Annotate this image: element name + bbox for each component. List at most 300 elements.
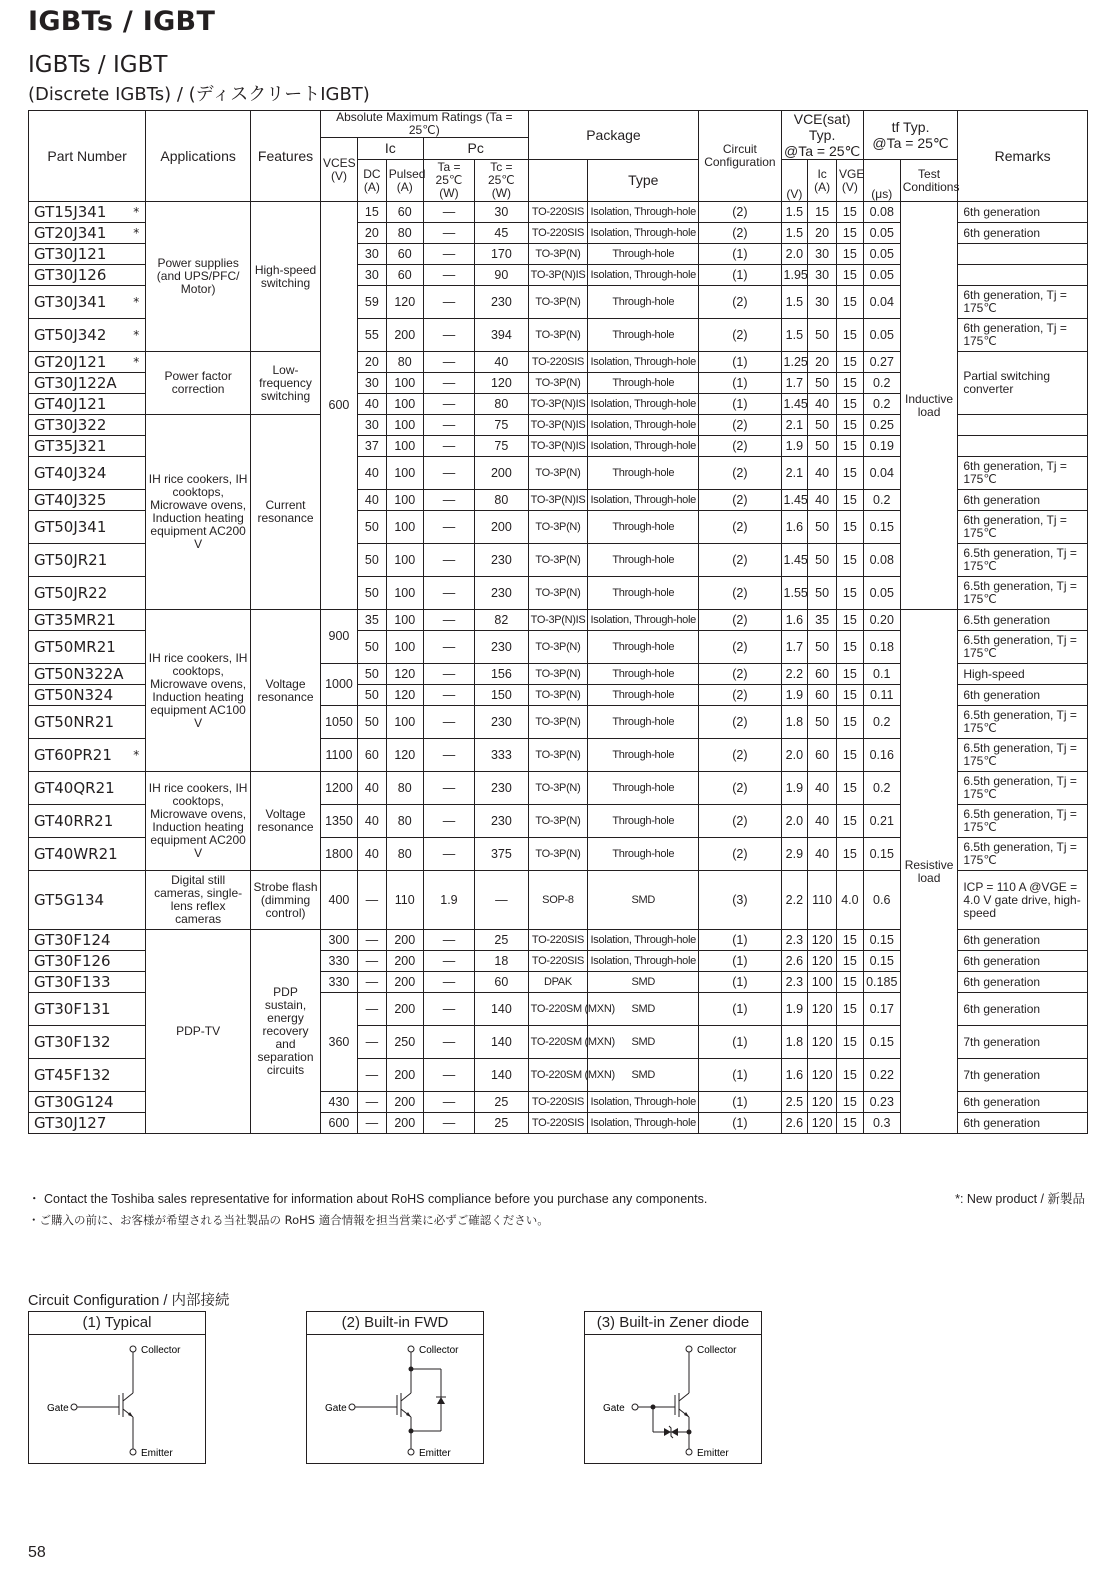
- vcesat-ic-cell: 40: [808, 838, 837, 871]
- vcesat-v-cell: 2.1: [781, 457, 808, 490]
- package-type-cell: Isolation, Through-hole: [588, 930, 699, 951]
- package-cell: TO-3P(N): [528, 319, 588, 352]
- tf-cell: 0.15: [863, 1026, 900, 1059]
- remarks-cell: 6.5th generation, Tj = 175℃: [958, 577, 1088, 610]
- ic-pulsed-cell: 80: [386, 838, 423, 871]
- remarks-cell: [958, 436, 1088, 457]
- part-number-text: GT30G124: [34, 1092, 114, 1111]
- ic-pulsed-cell: 200: [386, 319, 423, 352]
- pc-ta-cell: —: [423, 511, 474, 544]
- vcesat-v-cell: 1.6: [781, 1059, 808, 1092]
- pc-ta-cell: —: [423, 1113, 474, 1134]
- new-product-marker: *: [133, 294, 140, 309]
- ic-dc-cell: 30: [357, 265, 386, 286]
- part-number: [29, 244, 146, 265]
- vcesat-v-cell: 1.6: [781, 511, 808, 544]
- part-number-text: GT50J341: [34, 517, 107, 536]
- vcesat-vge-cell: 15: [837, 610, 864, 631]
- ic-pulsed-cell: 60: [386, 265, 423, 286]
- part-number: [29, 286, 146, 319]
- part-number-text: GT30J322: [34, 415, 107, 434]
- vcesat-vge-cell: 15: [837, 436, 864, 457]
- package-type-cell: Isolation, Through-hole: [588, 265, 699, 286]
- part-number: [29, 838, 146, 871]
- circuit-config-cell: (2): [699, 577, 781, 610]
- tf-cell: 0.17: [863, 993, 900, 1026]
- dc-unit: (A): [363, 179, 380, 194]
- vcesat-vge-cell: 15: [837, 972, 864, 993]
- tf-cell: 0.05: [863, 265, 900, 286]
- part-number: [29, 457, 146, 490]
- remarks-cell: High-speed: [958, 664, 1088, 685]
- tf-cell: 0.15: [863, 838, 900, 871]
- package-cell: TO-3P(N): [528, 685, 588, 706]
- vcesat-ic-cell: 35: [808, 610, 837, 631]
- remarks-cell: 6th generation: [958, 202, 1088, 223]
- vcesat-ic-cell: 50: [808, 373, 837, 394]
- vcesat-vge-cell: 15: [837, 631, 864, 664]
- tf-cell: 0.18: [863, 631, 900, 664]
- vcesat-ic-cell: 50: [808, 319, 837, 352]
- circuit-config-cell: (1): [699, 972, 781, 993]
- part-number-text: GT45F132: [34, 1065, 111, 1084]
- pc-tc-cell: 230: [475, 805, 528, 838]
- tf-cell: 0.11: [863, 685, 900, 706]
- ic2-label: Ic: [817, 166, 827, 181]
- applications-cell: IH rice cookers, IH cooktops, Microwave ovens, Induction heating equipment AC200 V: [146, 415, 251, 610]
- package-type-cell: Through-hole: [588, 664, 699, 685]
- col-applications: Applications: [146, 111, 251, 202]
- pc-ta-cell: —: [423, 838, 474, 871]
- part-number: [29, 436, 146, 457]
- package-cell: TO-220SIS: [528, 951, 588, 972]
- vcesat-vge-cell: 15: [837, 685, 864, 706]
- package-type-cell: Isolation, Through-hole: [588, 951, 699, 972]
- vces-cell: 300: [320, 930, 357, 951]
- page-title: IGBTs / IGBT: [28, 6, 216, 37]
- vcesat-ic-cell: 120: [808, 1059, 837, 1092]
- ic-dc-cell: 37: [357, 436, 386, 457]
- diagram-caption: (3) Built-in Zener diode: [585, 1312, 761, 1335]
- vcesat-vge-cell: 15: [837, 664, 864, 685]
- pc-tc-cell: 333: [475, 739, 528, 772]
- ic-dc-cell: 40: [357, 772, 386, 805]
- vcesat-v-cell: 1.5: [781, 202, 808, 223]
- new-product-marker: *: [133, 354, 140, 369]
- col-dc: [357, 160, 386, 202]
- package-cell: TO-3P(N): [528, 706, 588, 739]
- vcesat-ic-cell: 50: [808, 631, 837, 664]
- circuit-config-cell: (2): [699, 511, 781, 544]
- package-cell: TO-3P(N): [528, 739, 588, 772]
- vcesat-v-cell: 1.55: [781, 577, 808, 610]
- pc-tc-cell: 170: [475, 244, 528, 265]
- pc-tc-cell: 140: [475, 1059, 528, 1092]
- circuit-diagram-zener: [584, 1311, 762, 1464]
- ic-dc-cell: 40: [357, 490, 386, 511]
- pc-tc-cell: 140: [475, 993, 528, 1026]
- vces-cell: 600: [320, 1113, 357, 1134]
- section-subtitle: (Discrete IGBTs) / (ディスクリートIGBT): [28, 84, 370, 105]
- ic-dc-cell: —: [357, 993, 386, 1026]
- vcesat-vge-cell: 15: [837, 490, 864, 511]
- tf-cell: 0.05: [863, 223, 900, 244]
- package-type-cell: Through-hole: [588, 739, 699, 772]
- vcesat-v-cell: 1.5: [781, 319, 808, 352]
- part-number: [29, 805, 146, 838]
- tf-cell: 0.20: [863, 610, 900, 631]
- col-package-blank: [528, 160, 588, 202]
- remarks-cell: [958, 265, 1088, 286]
- features-cell: High-speed switching: [251, 202, 321, 352]
- vcesat-v-cell: 2.9: [781, 838, 808, 871]
- vcesat-vge-cell: 15: [837, 352, 864, 373]
- pc-tc-cell: 75: [475, 436, 528, 457]
- package-cell: SOP-8: [528, 871, 588, 930]
- diagram-caption: (2) Built-in FWD: [307, 1312, 483, 1335]
- tf-cell: 0.2: [863, 373, 900, 394]
- features-cell: Current resonance: [251, 415, 321, 610]
- pc-ta-cell: —: [423, 1092, 474, 1113]
- features-cell: Low-frequency switching: [251, 352, 321, 415]
- pc-ta-cell: —: [423, 610, 474, 631]
- package-type-cell: Through-hole: [588, 805, 699, 838]
- part-number-text: GT30F131: [34, 999, 111, 1018]
- features-cell: Strobe flash (dimming control): [251, 871, 321, 930]
- tf-cell: 0.15: [863, 511, 900, 544]
- vcesat-ic-cell: 120: [808, 993, 837, 1026]
- ic-dc-cell: 30: [357, 415, 386, 436]
- package-cell: TO-220SM (MXN): [528, 1026, 588, 1059]
- vcesat-v-cell: 1.95: [781, 265, 808, 286]
- pc-ta-cell: —: [423, 544, 474, 577]
- ic-dc-cell: 50: [357, 664, 386, 685]
- circuit-config-cell: (1): [699, 373, 781, 394]
- part-number: [29, 706, 146, 739]
- package-type-cell: Isolation, Through-hole: [588, 415, 699, 436]
- vces-cell: 1350: [320, 805, 357, 838]
- tf-cell: 0.27: [863, 352, 900, 373]
- package-type-cell: SMD: [588, 993, 699, 1026]
- col-package: Package: [528, 111, 699, 160]
- remarks-cell: 7th generation: [958, 1026, 1088, 1059]
- pc-tc-cell: 25: [475, 930, 528, 951]
- package-cell: TO-3P(N): [528, 631, 588, 664]
- tf-cell: 0.3: [863, 1113, 900, 1134]
- package-cell: TO-220SIS: [528, 1092, 588, 1113]
- circuit-diagram-typical: [28, 1311, 206, 1464]
- ic-pulsed-cell: 100: [386, 490, 423, 511]
- tf-cell: 0.2: [863, 772, 900, 805]
- applications-cell: PDP-TV: [146, 930, 251, 1134]
- vcesat-ic-cell: 20: [808, 352, 837, 373]
- vcesat-ic-cell: 110: [808, 871, 837, 930]
- remarks-cell: ICP = 110 A @VGE = 4.0 V gate drive, high-speed: [958, 871, 1088, 930]
- vcesat-ic-cell: 120: [808, 1113, 837, 1134]
- vcesat-v-cell: 1.6: [781, 610, 808, 631]
- ic-dc-cell: —: [357, 1092, 386, 1113]
- ic-dc-cell: 20: [357, 223, 386, 244]
- tf-cell: 0.16: [863, 739, 900, 772]
- ic-dc-cell: —: [357, 1059, 386, 1092]
- circuit-config-cell: (2): [699, 631, 781, 664]
- package-type-cell: SMD: [588, 1026, 699, 1059]
- collector-label: Collector: [141, 1345, 181, 1356]
- col-tc: [475, 160, 528, 202]
- pc-ta-cell: —: [423, 490, 474, 511]
- col-test: Test Conditions: [900, 160, 958, 202]
- part-number: [29, 1059, 146, 1092]
- new-product-marker: *: [133, 204, 140, 219]
- part-number: [29, 223, 146, 244]
- part-number: [29, 930, 146, 951]
- tf-cell: 0.05: [863, 577, 900, 610]
- ic-dc-cell: —: [357, 972, 386, 993]
- tf-cell: 0.08: [863, 202, 900, 223]
- part-number: [29, 739, 146, 772]
- ic-dc-cell: 35: [357, 610, 386, 631]
- pc-ta-cell: 1.9: [423, 871, 474, 930]
- package-type-cell: Through-hole: [588, 319, 699, 352]
- circuit-config-cell: (2): [699, 202, 781, 223]
- vcesat-vge-cell: 15: [837, 951, 864, 972]
- circuit-config-cell: (2): [699, 805, 781, 838]
- pc-ta-cell: —: [423, 972, 474, 993]
- tf-cell: 0.05: [863, 319, 900, 352]
- package-type-cell: Isolation, Through-hole: [588, 202, 699, 223]
- pulsed-label: Pulsed: [388, 166, 426, 181]
- pulsed-unit: (A): [396, 179, 413, 194]
- vcesat-vge-cell: 15: [837, 993, 864, 1026]
- page-number: 58: [28, 1544, 46, 1561]
- package-type-cell: Through-hole: [588, 631, 699, 664]
- ic-dc-cell: 50: [357, 706, 386, 739]
- part-number: [29, 972, 146, 993]
- part-number-text: GT40WR21: [34, 844, 118, 863]
- gate-label: Gate: [603, 1403, 625, 1414]
- vcesat-v-cell: 2.0: [781, 244, 808, 265]
- ic-pulsed-cell: 120: [386, 739, 423, 772]
- col-ic: Ic: [357, 138, 423, 160]
- vcesat-v-cell: 1.7: [781, 373, 808, 394]
- ic-dc-cell: 55: [357, 319, 386, 352]
- test-conditions-cell: Inductive load: [900, 202, 958, 610]
- package-cell: TO-220SIS: [528, 223, 588, 244]
- pc-ta-cell: —: [423, 223, 474, 244]
- vcesat-ic-cell: 30: [808, 265, 837, 286]
- tf-cond: @Ta = 25℃: [872, 135, 949, 151]
- part-number-text: GT50MR21: [34, 637, 116, 656]
- pc-ta-cell: —: [423, 706, 474, 739]
- col-vcesat: [781, 111, 863, 160]
- part-number: [29, 772, 146, 805]
- vcesat-v-cell: 1.7: [781, 631, 808, 664]
- circuit-config-cell: (1): [699, 1113, 781, 1134]
- circuit-config-cell: (1): [699, 993, 781, 1026]
- remarks-cell: 6th generation: [958, 972, 1088, 993]
- ic-pulsed-cell: 100: [386, 610, 423, 631]
- tf-label: tf Typ.: [891, 119, 930, 135]
- circuit-config-cell: (2): [699, 436, 781, 457]
- applications-cell: IH rice cookers, IH cooktops, Microwave ovens, Induction heating equipment AC100 V: [146, 610, 251, 772]
- circuit-config-cell: (1): [699, 394, 781, 415]
- package-type-cell: Isolation, Through-hole: [588, 610, 699, 631]
- vces-cell: 1050: [320, 706, 357, 739]
- part-number-text: GT50JR21: [34, 550, 108, 569]
- vcesat-ic-cell: 40: [808, 457, 837, 490]
- col-features: Features: [251, 111, 321, 202]
- package-type-cell: Through-hole: [588, 577, 699, 610]
- vcesat-v-cell: 2.6: [781, 1113, 808, 1134]
- table-row: [29, 610, 1088, 631]
- col-ta: [423, 160, 474, 202]
- part-number: [29, 511, 146, 544]
- part-number-text: GT20J341: [34, 223, 107, 242]
- ic-pulsed-cell: 100: [386, 631, 423, 664]
- vcesat-v-cell: 1.5: [781, 223, 808, 244]
- ic-dc-cell: —: [357, 871, 386, 930]
- tc-unit: 25℃ (W): [487, 173, 515, 200]
- circuit-config-cell: (2): [699, 415, 781, 436]
- part-number: [29, 1026, 146, 1059]
- vcesat-v-cell: 2.3: [781, 972, 808, 993]
- pc-tc-cell: 230: [475, 631, 528, 664]
- vcesat-vge-cell: 15: [837, 319, 864, 352]
- part-number: [29, 415, 146, 436]
- package-cell: TO-3P(N): [528, 805, 588, 838]
- part-number: [29, 1092, 146, 1113]
- ic-pulsed-cell: 120: [386, 286, 423, 319]
- pc-tc-cell: 140: [475, 1026, 528, 1059]
- remarks-cell: 6th generation: [958, 685, 1088, 706]
- ic-pulsed-cell: 80: [386, 805, 423, 838]
- package-type-cell: SMD: [588, 871, 699, 930]
- vcesat-v-cell: 1.25: [781, 352, 808, 373]
- dc-label: DC: [363, 166, 381, 181]
- ic-pulsed-cell: 200: [386, 1059, 423, 1092]
- package-cell: TO-220SIS: [528, 352, 588, 373]
- pc-ta-cell: —: [423, 394, 474, 415]
- pc-tc-cell: 45: [475, 223, 528, 244]
- ic-dc-cell: 30: [357, 373, 386, 394]
- ic-pulsed-cell: 100: [386, 373, 423, 394]
- part-number-text: GT35J321: [34, 436, 107, 455]
- vcesat-vge-cell: 15: [837, 457, 864, 490]
- remarks-cell: 6th generation: [958, 223, 1088, 244]
- vcesat-ic-cell: 50: [808, 511, 837, 544]
- package-type-cell: SMD: [588, 972, 699, 993]
- rohs-note-ja: ・ご購入の前に、お客様が希望される当社製品の RoHS 適合情報を担当営業に必ずご確認ください。: [28, 1213, 549, 1227]
- ic-pulsed-cell: 100: [386, 415, 423, 436]
- package-cell: TO-3P(N): [528, 838, 588, 871]
- pc-tc-cell: 25: [475, 1092, 528, 1113]
- package-cell: TO-3P(N): [528, 244, 588, 265]
- part-number-text: GT30J126: [34, 265, 107, 284]
- remarks-cell: 6.5th generation, Tj = 175℃: [958, 805, 1088, 838]
- part-number-text: GT5G134: [34, 890, 105, 909]
- tf-cell: 0.2: [863, 706, 900, 739]
- vcesat-vge-cell: 15: [837, 930, 864, 951]
- tf-cell: 0.1: [863, 664, 900, 685]
- applications-cell: Digital still cameras, single-lens reflex cameras: [146, 871, 251, 930]
- vcesat-ic-cell: 20: [808, 223, 837, 244]
- ic-dc-cell: 60: [357, 739, 386, 772]
- col-us: (μs): [863, 160, 900, 202]
- applications-cell: IH rice cookers, IH cooktops, Microwave ovens, Induction heating equipment AC200 V: [146, 772, 251, 871]
- ic-dc-cell: 40: [357, 805, 386, 838]
- part-number-text: GT30F132: [34, 1032, 111, 1051]
- tf-cell: 0.23: [863, 1092, 900, 1113]
- applications-cell: Power supplies (and UPS/PFC/ Motor): [146, 202, 251, 352]
- col-tf: [863, 111, 958, 160]
- part-number-text: GT40J121: [34, 394, 107, 413]
- part-number-text: GT50N324: [34, 685, 114, 704]
- vcesat-ic-cell: 60: [808, 664, 837, 685]
- pc-tc-cell: 30: [475, 202, 528, 223]
- vcesat-vge-cell: 15: [837, 286, 864, 319]
- package-type-cell: Through-hole: [588, 544, 699, 577]
- part-number-text: GT60PR21: [34, 745, 112, 764]
- ic-pulsed-cell: 100: [386, 544, 423, 577]
- col-v: (V): [781, 160, 808, 202]
- ic-dc-cell: 15: [357, 202, 386, 223]
- ic-dc-cell: 40: [357, 838, 386, 871]
- pc-tc-cell: 120: [475, 373, 528, 394]
- pc-tc-cell: 25: [475, 1113, 528, 1134]
- package-cell: TO-3P(N)IS: [528, 436, 588, 457]
- vcesat-v-cell: 2.3: [781, 930, 808, 951]
- circuit-config-cell: (2): [699, 457, 781, 490]
- vcesat-vge-cell: 4.0: [837, 871, 864, 930]
- ic-dc-cell: 40: [357, 457, 386, 490]
- remarks-cell: 6th generation: [958, 1092, 1088, 1113]
- circuit-config-cell: (2): [699, 772, 781, 805]
- tf-cell: 0.25: [863, 415, 900, 436]
- circuit-config-cell: (2): [699, 544, 781, 577]
- remarks-cell: 6.5th generation, Tj = 175℃: [958, 544, 1088, 577]
- remarks-cell: [958, 244, 1088, 265]
- ic-pulsed-cell: 110: [386, 871, 423, 930]
- col-vces: [320, 138, 357, 202]
- vcesat-ic-cell: 50: [808, 544, 837, 577]
- vces-cell: 360: [320, 993, 357, 1092]
- part-number: [29, 352, 146, 373]
- pc-ta-cell: —: [423, 1026, 474, 1059]
- part-number-text: GT50NR21: [34, 712, 115, 731]
- package-cell: TO-3P(N)IS: [528, 415, 588, 436]
- remarks-cell: 6th generation: [958, 930, 1088, 951]
- part-number-text: GT30J341: [34, 292, 107, 311]
- pc-ta-cell: —: [423, 244, 474, 265]
- new-product-marker: *: [133, 225, 140, 240]
- package-cell: TO-3P(N)IS: [528, 265, 588, 286]
- vge-unit: (V): [841, 179, 858, 194]
- part-number-text: GT35MR21: [34, 610, 116, 629]
- remarks-cell: 6th generation, Tj = 175℃: [958, 319, 1088, 352]
- vces-cell: 1100: [320, 739, 357, 772]
- vcesat-ic-cell: 120: [808, 1092, 837, 1113]
- vcesat-v-cell: 1.9: [781, 993, 808, 1026]
- vcesat-v-cell: 2.1: [781, 415, 808, 436]
- remarks-cell: 6th generation: [958, 993, 1088, 1026]
- vcesat-vge-cell: 15: [837, 838, 864, 871]
- part-number-text: GT30J122A: [34, 373, 117, 392]
- tf-cell: 0.05: [863, 244, 900, 265]
- remarks-cell: 6.5th generation, Tj = 175℃: [958, 739, 1088, 772]
- vcesat-vge-cell: 15: [837, 202, 864, 223]
- pc-ta-cell: —: [423, 993, 474, 1026]
- part-number-text: GT15J341: [34, 202, 107, 221]
